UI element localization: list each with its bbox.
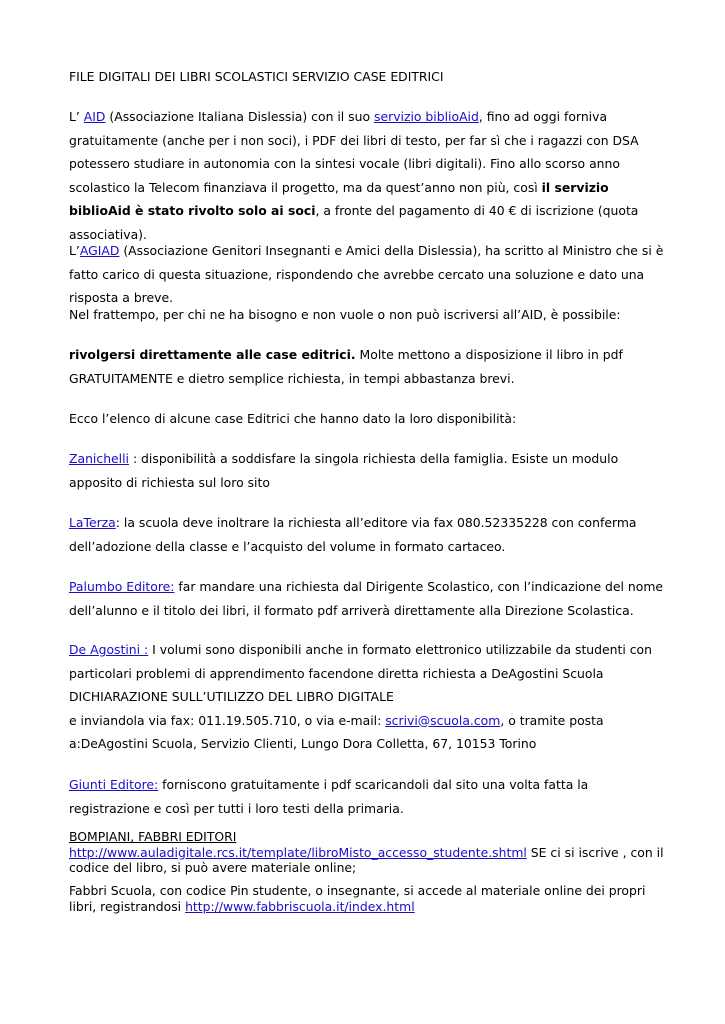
bompiani-text: SE ci si iscrive , con il codice del libro, si può avere materiale online; (69, 844, 664, 875)
p4-post: Molte mettono a disposizione il libro in pdf GRATUITAMENTE e dietro semplice richiesta, in tempi abbastanza brevi. (69, 347, 623, 386)
p1-bold: il servizio biblioAid è stato rivolto solo ai soci (69, 179, 609, 218)
p2-post: (Associazione Genitori Insegnanti e Amici della Dislessia), ha scritto al Ministro che si è fatto carico di questa situazione, rispondendo che avrebbe cercato una soluzione e dato una risposta a breve. (69, 243, 664, 305)
p1-post: , a fronte del pagamento di 40 € di iscrizione (quota associativa). (69, 203, 639, 242)
paragraph-contact-publishers (69, 343, 669, 390)
document-title: FILE DIGITALI DEI LIBRI SCOLASTICI SERVIZIO CASE EDITRICI (69, 69, 444, 84)
paragraph-aid (69, 105, 669, 246)
p2-pre: L’ (69, 243, 80, 258)
p1-mid1: (Associazione Italiana Dislessia) con il suo (105, 109, 375, 124)
fabbriscuola-link[interactable]: http://www.fabbriscuola.it/index.html (185, 898, 415, 914)
agiad-link[interactable]: AGIAD (79, 243, 120, 258)
deagostini-text3: , o tramite posta a:DeAgostini Scuola, Servizio Clienti, Lungo Dora Colletta, 67, 10153 Torino (69, 712, 604, 751)
bompiani-section (69, 829, 669, 876)
p1-pre: L’ (69, 109, 84, 124)
publisher-giunti (69, 773, 669, 820)
fabbri-text: Fabbri Scuola, con codice Pin studente, o insegnante, si accede al materiale online dei propri libri, registrandosi (69, 883, 646, 914)
zanichelli-text: : disponibilità a soddisfare la singola richiesta della famiglia. Esiste un modulo apposito di richiesta sul loro sito (69, 451, 619, 490)
laterza-text: : la scuola deve inoltrare la richiesta all’editore via fax 080.52335228 con conferma dell’adozione della classe e l’acquisto del volume in formato cartaceo. (69, 515, 637, 554)
deagostini-text2: e inviandola via fax: 011.19.505.710, o via e-mail: (69, 712, 386, 728)
giunti-link[interactable]: Giunti Editore: (69, 777, 159, 792)
publisher-deagostini (69, 638, 669, 756)
deagostini-line-1 (69, 638, 669, 709)
palumbo-text: far mandare una richiesta dal Dirigente Scolastico, con l’indicazione del nome dell’alunno e il titolo dei libri, il formato pdf arriverà direttamente alla Direzione Scolastica. (69, 579, 664, 618)
giunti-text: forniscono gratuitamente i pdf scaricandoli dal sito una volta fatta la registrazione e così per tutti i loro testi della primaria. (69, 777, 589, 816)
paragraph-agiad (69, 239, 669, 310)
biblioaid-link[interactable]: servizio biblioAid (374, 109, 479, 124)
p4-bold: rivolgersi direttamente alle case editrici. (69, 347, 356, 362)
p1-mid2: , fino ad oggi forniva gratuitamente (anche per i non soci), i PDF dei libri di testo, per far sì che i ragazzi con DSA potessero studiare in autonomia con la sintesi vocale (libri digitali). Fino allo scorso anno scolastico la Telecom finanziava il progetto, ma da quest’anno non più, così (69, 109, 639, 195)
zanichelli-link[interactable]: Zanichelli (69, 451, 129, 466)
aid-link[interactable]: AID (83, 109, 106, 124)
auladigitale-link[interactable]: http://www.auladigitale.rcs.it/template/libroMisto_accesso_studente.shtml (69, 844, 527, 860)
fabbri-section (69, 883, 669, 914)
publisher-laterza (69, 511, 669, 558)
palumbo-link[interactable]: Palumbo Editore: (69, 579, 175, 594)
deagostini-line-2 (69, 709, 669, 756)
deagostini-email-link[interactable]: scrivi@scuola.com (385, 712, 501, 728)
publisher-palumbo (69, 575, 669, 622)
laterza-link[interactable]: LaTerza (69, 515, 116, 530)
bompiani-body (69, 845, 669, 876)
bompiani-heading: BOMPIANI, FABBRI EDITORI (69, 829, 237, 844)
paragraph-list-intro: Ecco l’elenco di alcune case Editrici che hanno dato la loro disponibilità: (69, 411, 517, 426)
publisher-zanichelli (69, 447, 669, 494)
deagostini-link[interactable]: De Agostini : (69, 642, 149, 657)
deagostini-text1: I volumi sono disponibili anche in formato elettronico utilizzabile da studenti con particolari problemi di apprendimento facendone diretta richiesta a DeAgostini Scuola DICHIARAZIONE SULL’UTILIZZO DEL LIBRO DIGITALE (69, 642, 652, 704)
paragraph-meanwhile: Nel frattempo, per chi ne ha bisogno e non vuole o non può iscriversi all’AID, è possibile: (69, 307, 621, 322)
